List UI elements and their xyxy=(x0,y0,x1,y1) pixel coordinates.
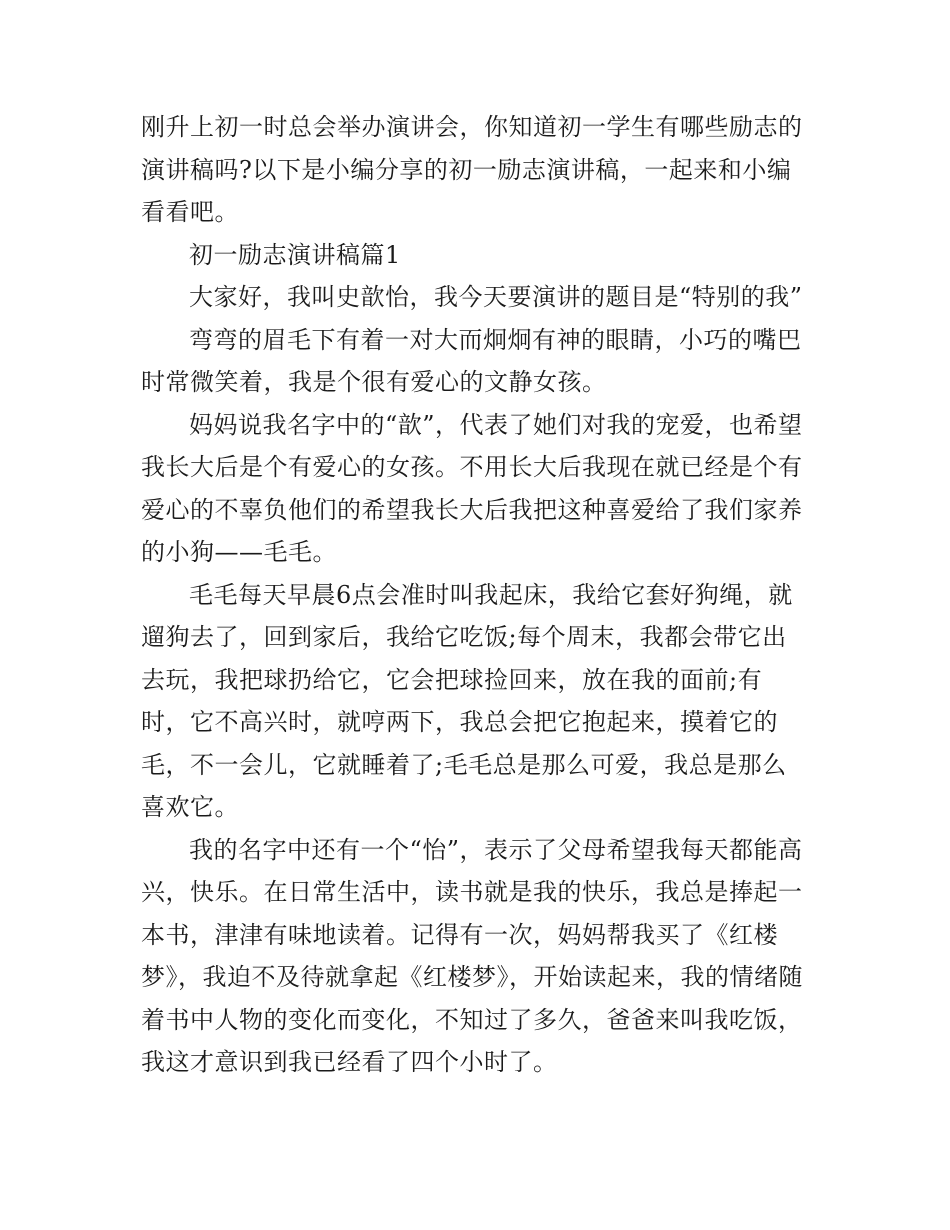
body-paragraph: 妈妈说我名字中的“歆”，代表了她们对我的宠爱，也希望我长大后是个有爱心的女孩。不用长大后我现在就已经是个有爱心的不辜负他们的希望我长大后我把这种喜爱给了我们家养的小狗——毛毛。 xyxy=(141,410,803,566)
body-paragraph: 我的名字中还有一个“怡”，表示了父母希望我每天都能高兴，快乐。在日常生活中，读书就是我的快乐，我总是捧起一本书，津津有味地读着。记得有一次，妈妈帮我买了《红楼梦》，我迫不及待就拿起《红楼梦》，开始读起来，我的情绪随着书中人物的变化而变化，不知过了多久，爸爸来叫我吃饭，我这才意识到我已经看了四个小时了。 xyxy=(141,835,803,1076)
body-paragraph: 毛毛每天早晨6点会准时叫我起床，我给它套好狗绳，就遛狗去了，回到家后，我给它吃饭;每个周末，我都会带它出去玩，我把球扔给它，它会把球捡回来，放在我的面前;有时，它不高兴时，就哼两下，我总会把它抱起来，摸着它的毛，不一会儿，它就睡着了;毛毛总是那么可爱，我总是那么喜欢它。 xyxy=(141,580,793,821)
document-body xyxy=(141,106,811,1084)
body-paragraph: 弯弯的眉毛下有着一对大而炯炯有神的眼睛，小巧的嘴巴时常微笑着，我是个很有爱心的文静女孩。 xyxy=(141,325,802,396)
intro-paragraph: 刚升上初一时总会举办演讲会，你知道初一学生有哪些励志的演讲稿吗?以下是小编分享的初一励志演讲稿，一起来和小编看看吧。 xyxy=(141,113,803,226)
section-heading: 初一励志演讲稿篇1 xyxy=(189,240,401,269)
body-paragraph: 大家好，我叫史歆怡，我今天要演讲的题目是“特别的我” xyxy=(189,283,803,311)
